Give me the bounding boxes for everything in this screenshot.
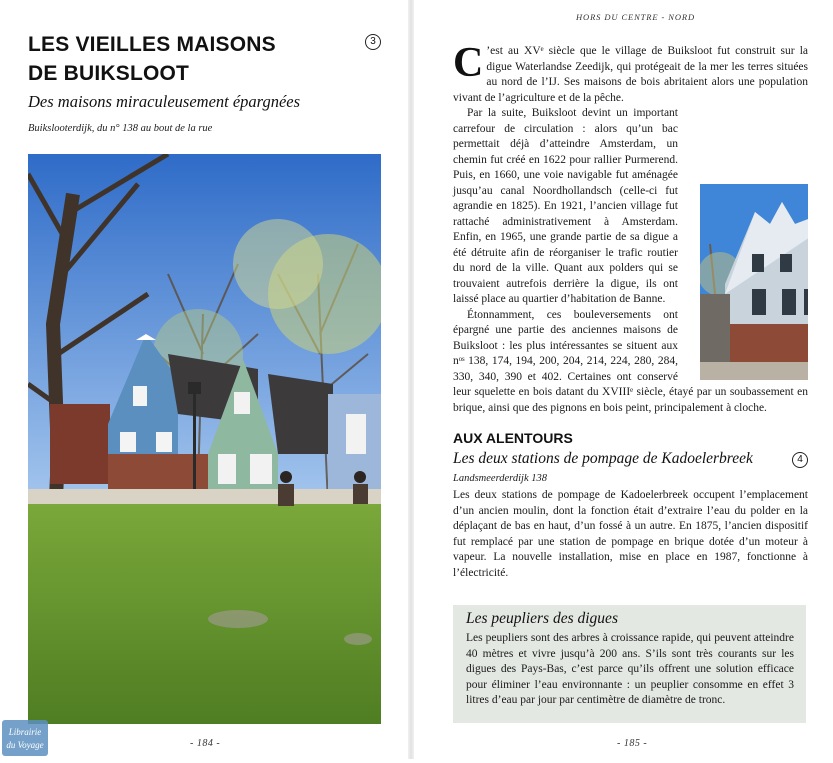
paragraph-3-text: Étonnamment, ces bouleversements ont épargné une partie des anciennes maisons de Buiksloot : les plus intéressantes se situent aux nᵒˢ 138, 174, 194, 200, 204, 214, 224, 280, 284, 330, 340, 390 et 402. Certaines ont conservé leur squelette en bois datant du XVIIIᵉ siècle, étayé par un soubassement en brique, ainsi que des pignons en bois peint, principalement à cloche. <box>453 308 808 414</box>
main-article <box>453 40 808 416</box>
section-address: Landsmeerderdijk 138 <box>453 473 548 484</box>
page-subtitle: Des maisons miraculeusement épargnées <box>28 92 301 111</box>
paragraph-2 <box>453 106 808 308</box>
drop-cap: C <box>453 40 484 86</box>
running-head: HORS DU CENTRE - NORD <box>576 12 696 22</box>
page-number-right: - 185 - <box>617 738 648 749</box>
entry-number-badge: 3 <box>365 34 381 50</box>
left-page <box>0 0 410 759</box>
paragraph-1-text: ’est au XVᵉ siècle que le village de Buiksloot fut construit sur la digue Waterlandse Zeedijk, qui protégeait de la mer les terres situées au nord de l’IJ. Ses maisons de bois abritaient alors une population vivant de l’agriculture et de la pêche. <box>453 45 808 104</box>
address-line: Buikslooterdijk, du n° 138 au bout de la rue <box>28 123 213 134</box>
paragraph-2-text: Par la suite, Buiksloot devint un important carrefour de circulation : alors qu’un bac permettait déjà d’atteindre Amsterdam, un chemin fut créé en 1622 pour rallier Purmerend. Puis, en 1660, une voie navigable fut aménagée jusqu’au canal Noordhollandsch (celle-ci fut agrandie en 1825). En 1921, l’ancien village fut rattaché administrativement à Amsterdam. Enfin, en 1965, une grande partie de sa digue a été détruite afin de réorganiser le trafic routier du nord de la ville. Quant aux polders qui se trouvaient autrefois derrière la digue, ils ont laissé place au quartier d’habitation de Banne. <box>453 107 678 305</box>
page-title <box>28 30 328 88</box>
section-paragraph: Les deux stations de pompage de Kadoelerbreek occupent l’emplacement d’un ancien moulin, dont la fonction était d’extraire l’eau du polder en la déplaçant de bas en haut, d’un fossé à un autre. En 1875, l’ancien dispositif fut remplacé par une station de pompage en brique dotée d’un moteur à vapeur. La nouvelle installation, mise en place en 1987, fonctionne à l’électricité. <box>453 489 808 579</box>
section-number-badge: 4 <box>792 452 808 468</box>
gabled-house-photo <box>686 184 808 380</box>
sidebar-box-title: Les peupliers des digues <box>466 610 618 627</box>
village-houses-photo <box>28 154 381 724</box>
title-line-2: DE BUIKSLOOT <box>28 62 190 85</box>
sidebar-box <box>453 605 806 723</box>
sidebar-box-text: Les peupliers sont des arbres à croissance rapide, qui peuvent atteindre 40 mètres et vivre jusqu’à 200 ans. S’ils sont très courants sur les digues des Pays-Bas, c’est parce qu’ils offrent une solution efficace pour éliminer l’eau environnante : un peuplier consomme en effet 3 litres d’eau par jour par centimètre de diamètre de tronc. <box>466 632 794 706</box>
paragraph-1 <box>453 40 808 106</box>
right-page <box>412 0 833 759</box>
bookstore-logo-stamp <box>0 718 50 758</box>
svg-text:Librairie: Librairie <box>8 727 42 737</box>
section-heading: AUX ALENTOURS <box>453 430 573 446</box>
section-body <box>453 488 808 581</box>
title-line-1: LES VIEILLES MAISONS <box>28 33 276 56</box>
section-subheading: Les deux stations de pompage de Kadoelerbreek <box>453 450 753 467</box>
svg-text:du Voyage: du Voyage <box>6 740 44 750</box>
page-number-left: - 184 - <box>190 738 221 749</box>
